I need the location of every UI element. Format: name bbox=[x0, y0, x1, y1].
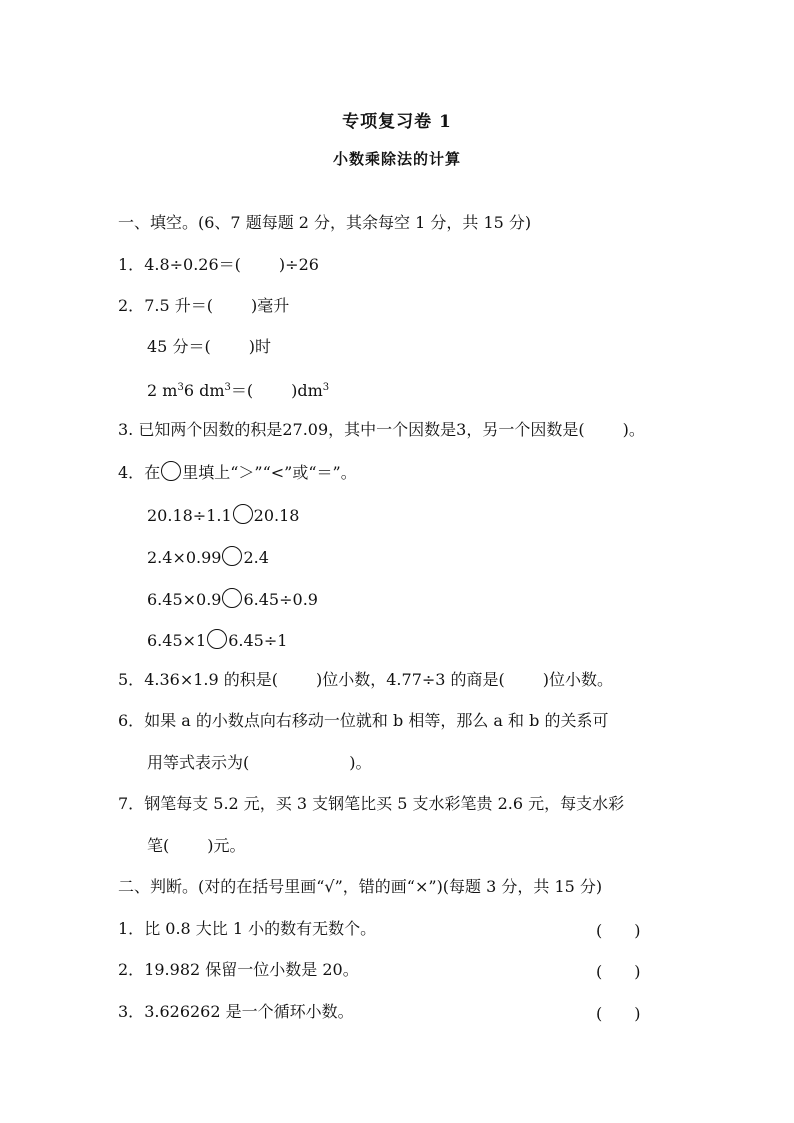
superscript: 3 bbox=[177, 382, 184, 393]
question-4 bbox=[118, 461, 357, 484]
question-7-line1 bbox=[118, 793, 624, 815]
question-text: )。 bbox=[622, 420, 645, 439]
judge-item bbox=[118, 959, 359, 981]
question-2a bbox=[118, 295, 289, 317]
question-number: 4． bbox=[118, 463, 145, 482]
question-text: 里填上“＞”“<”或“＝”。 bbox=[182, 463, 357, 482]
question-text: 3.626262 是一个循环小数。 bbox=[144, 1002, 354, 1021]
question-number: 2． bbox=[118, 296, 145, 315]
question-3 bbox=[118, 419, 645, 441]
section1-heading: 一、填空。(6、7 题每题 2 分，其余每空 1 分，共 15 分) bbox=[118, 213, 532, 232]
question-number: 2． bbox=[118, 960, 145, 979]
question-7-line2 bbox=[147, 835, 246, 857]
section2-heading: 二、判断。(对的在括号里画“√”，错的画“×”)(每题 3 分，共 15 分) bbox=[118, 877, 603, 896]
question-number: 6． bbox=[118, 711, 145, 730]
compare-left: 6.45×0.9 bbox=[147, 590, 222, 609]
question-text: 3. 已知两个因数的积是27.09，其中一个因数是3，另一个因数是( bbox=[118, 420, 585, 439]
judge-item bbox=[118, 1001, 354, 1023]
compare-circle[interactable] bbox=[207, 629, 227, 649]
question-5 bbox=[118, 669, 613, 691]
question-text: 4.36×1.9 的积是( bbox=[144, 670, 278, 689]
question-number: 7． bbox=[118, 794, 145, 813]
question-number: 1． bbox=[118, 255, 145, 274]
question-text: 4.8÷0.26＝( bbox=[144, 255, 241, 274]
question-6-line2 bbox=[147, 752, 372, 774]
compare-circle[interactable] bbox=[222, 588, 242, 608]
page-subtitle: 小数乘除法的计算 bbox=[332, 150, 461, 168]
question-number: 5． bbox=[118, 670, 145, 689]
compare-item bbox=[147, 504, 299, 527]
judge-paren[interactable]: ( ) bbox=[596, 921, 641, 940]
compare-left: 20.18÷1.1 bbox=[147, 506, 232, 525]
compare-right: 6.45÷0.9 bbox=[243, 590, 318, 609]
question-text: 在 bbox=[144, 463, 161, 482]
question-text: ＝( bbox=[230, 381, 254, 400]
compare-item bbox=[147, 546, 269, 569]
compare-right: 2.4 bbox=[243, 548, 269, 567]
question-text: 19.982 保留一位小数是 20。 bbox=[144, 960, 359, 979]
judge-item bbox=[118, 918, 376, 940]
question-2b bbox=[147, 336, 271, 358]
compare-left: 6.45×1 bbox=[147, 631, 207, 650]
compare-item bbox=[147, 588, 318, 611]
compare-item bbox=[147, 629, 287, 652]
question-number: 1． bbox=[118, 919, 145, 938]
compare-circle[interactable] bbox=[222, 546, 242, 566]
question-1 bbox=[118, 254, 319, 276]
question-text: 如果 a 的小数点向右移动一位就和 b 相等，那么 a 和 b 的关系可 bbox=[144, 711, 609, 730]
question-text: 2 m bbox=[147, 381, 178, 400]
question-2c bbox=[147, 377, 329, 402]
question-text: 6 dm bbox=[183, 381, 225, 400]
question-text: )dm bbox=[291, 381, 323, 400]
question-text: )毫升 bbox=[250, 296, 290, 315]
question-text: 7.5 升＝( bbox=[144, 296, 213, 315]
judge-paren[interactable]: ( ) bbox=[596, 962, 641, 981]
superscript: 3 bbox=[224, 382, 231, 393]
question-text: )位小数。 bbox=[542, 670, 614, 689]
compare-circle[interactable] bbox=[233, 504, 253, 524]
question-text: )时 bbox=[248, 337, 271, 356]
page-title: 专项复习卷 1 bbox=[342, 112, 452, 132]
question-text: )位小数，4.77÷3 的商是( bbox=[316, 670, 505, 689]
question-text: 笔( bbox=[147, 836, 170, 855]
compare-right: 20.18 bbox=[253, 506, 300, 525]
question-text: )÷26 bbox=[278, 255, 319, 274]
compare-right: 6.45÷1 bbox=[228, 631, 288, 650]
superscript: 3 bbox=[322, 382, 330, 393]
question-text: )。 bbox=[349, 753, 372, 772]
compare-left: 2.4×0.99 bbox=[147, 548, 222, 567]
question-text: 45 分＝( bbox=[147, 337, 211, 356]
circle-icon bbox=[161, 461, 181, 481]
question-text: 比 0.8 大比 1 小的数有无数个。 bbox=[144, 919, 377, 938]
question-text: 用等式表示为( bbox=[147, 753, 250, 772]
question-6-line1 bbox=[118, 710, 608, 732]
question-number: 3． bbox=[118, 1002, 145, 1021]
question-text: )元。 bbox=[207, 836, 246, 855]
judge-paren[interactable]: ( ) bbox=[596, 1004, 641, 1023]
question-text: 钢笔每支 5.2 元，买 3 支钢笔比买 5 支水彩笔贵 2.6 元，每支水彩 bbox=[144, 794, 625, 813]
